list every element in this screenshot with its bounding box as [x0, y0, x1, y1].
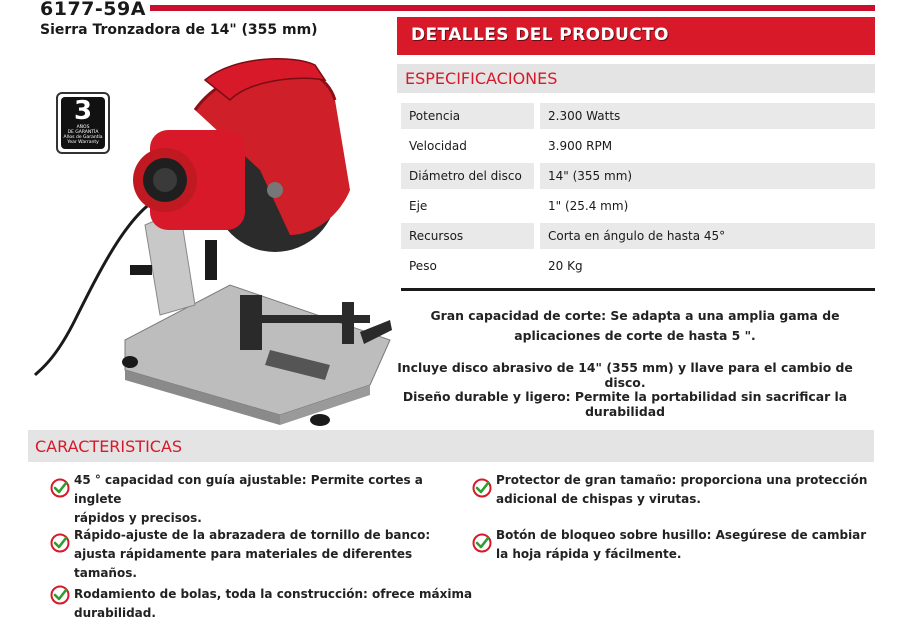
feature-item: [50, 471, 450, 528]
included-items-description: Incluye disco abrasivo de 14" (355 mm) y llave para el cambio de disco.: [397, 360, 853, 390]
spec-value: Corta en ángulo de hasta 45°: [540, 223, 875, 249]
feature-text: la hoja rápida y fácilmente.: [496, 547, 682, 561]
feature-text: adicional de chispas y virutas.: [496, 492, 701, 506]
spec-row: [401, 161, 875, 191]
spec-value: 3.900 RPM: [548, 139, 613, 153]
spec-label: Velocidad: [409, 139, 467, 153]
feature-text: Rápido-ajuste de la abrazadera de tornillo de banco:: [74, 528, 431, 542]
feature-text: Protector de gran tamaño: proporciona una protección: [496, 473, 868, 487]
check-icon: [472, 533, 492, 553]
check-icon: [50, 478, 70, 498]
feature-item: [50, 585, 550, 623]
spec-label: Peso: [409, 259, 437, 273]
warranty-line4: Year Warranty: [67, 140, 99, 145]
warranty-line2: DE GARANTÍA: [67, 130, 99, 135]
features-header: [28, 430, 874, 462]
product-subtitle: Sierra Tronzadora de 14" (355 mm): [40, 22, 318, 38]
warranty-line1: AÑOS: [76, 125, 90, 130]
top-red-rule: [150, 5, 875, 11]
spec-value: 20 Kg: [548, 259, 583, 273]
features-title: CARACTERISTICAS: [35, 437, 183, 456]
spec-row: [401, 221, 875, 251]
check-icon: [50, 533, 70, 553]
specifications-table: [401, 101, 875, 281]
warranty-years: 3: [73, 96, 93, 126]
model-number: 6177-59A: [40, 0, 146, 20]
spec-label: Diámetro del disco: [401, 163, 534, 189]
description-line: Gran capacidad de corte: Se adapta a una amplia gama de: [430, 308, 840, 323]
feature-text: Botón de bloqueo sobre husillo: Asegúrese de cambiar: [496, 528, 867, 542]
feature-text: rápidos y precisos.: [74, 511, 202, 525]
specifications-title: ESPECIFICACIONES: [405, 69, 558, 88]
check-icon: [50, 585, 70, 605]
durable-design-description: Diseño durable y ligero: Permite la portabilidad sin sacrificar la durabilidad: [402, 389, 848, 419]
description-line: aplicaciones de corte de hasta 5 ".: [514, 328, 756, 343]
feature-text: Rodamiento de bolas, toda la construcción: ofrece máxima durabilidad.: [74, 587, 473, 620]
spec-row: [401, 191, 875, 221]
spec-divider: [401, 288, 875, 291]
check-icon: [472, 478, 492, 498]
feature-text: 45 ° capacidad con guía ajustable: Permite cortes a inglete: [74, 473, 423, 506]
feature-item: [472, 526, 872, 564]
spec-value: 2.300 Watts: [540, 103, 875, 129]
spec-label: Potencia: [401, 103, 534, 129]
banner-title: DETALLES DEL PRODUCTO: [411, 25, 669, 45]
warranty-line3: Años de Garantía: [63, 135, 103, 140]
specifications-header: [397, 64, 875, 93]
feature-text: ajusta rápidamente para materiales de diferentes tamaños.: [74, 547, 413, 580]
warranty-badge: [56, 92, 110, 154]
spec-row: [401, 101, 875, 131]
feature-item: [50, 526, 460, 583]
spec-value: 1" (25.4 mm): [548, 199, 629, 213]
spec-value: 14" (355 mm): [540, 163, 875, 189]
cutting-capacity-description: [420, 306, 850, 346]
product-details-banner: [397, 17, 875, 55]
spec-label: Recursos: [401, 223, 534, 249]
spec-row: [401, 251, 875, 281]
spec-label: Eje: [409, 199, 428, 213]
feature-item: [472, 471, 872, 509]
spec-row: [401, 131, 875, 161]
